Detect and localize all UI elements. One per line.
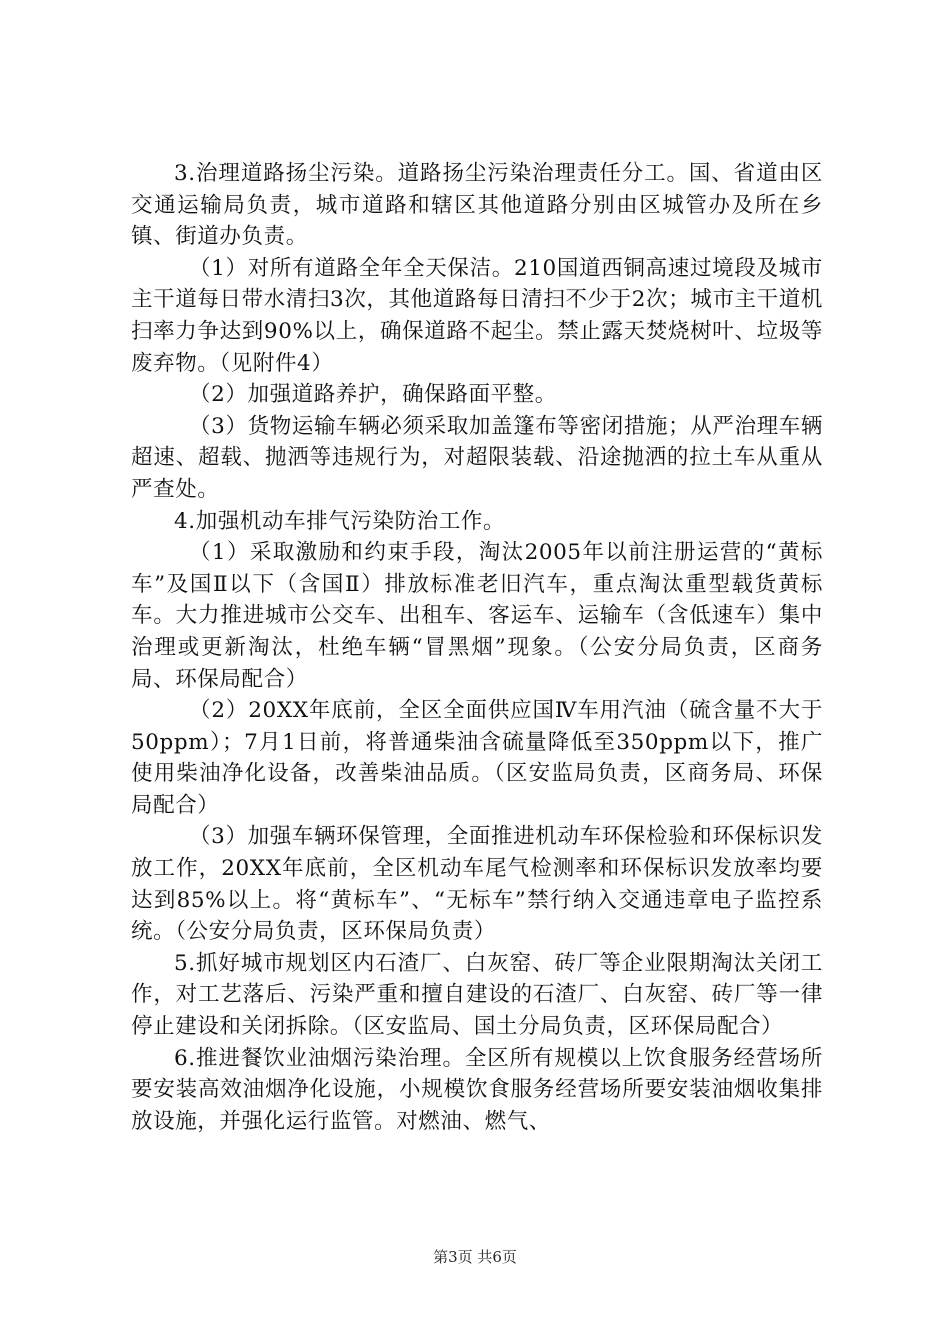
paragraph-4-1-yellow-label: （1）采取激励和约束手段，淘汰2005年以前注册运营的“黄标车”及国Ⅱ以下（含国Ⅱ）排放标准老旧汽车，重点淘汰重型载货黄标车。大力推进城市公交车、出租车、客运车、运输车（含低速车）集中治理或更新淘汰，杜绝车辆“冒黑烟”现象。（公安分局负责，区商务局、环保局配合） [131, 540, 823, 692]
document-body [131, 158, 823, 1137]
paragraph-3-road-dust: 3.治理道路扬尘污染。道路扬尘污染治理责任分工。国、省道由区交通运输局负责，城市道路和辖区其他道路分别由区城管办及所在乡镇、街道办负责。 [131, 161, 823, 250]
page-number: 第3页 共6页 [433, 1248, 517, 1266]
paragraph-4-2-fuel-quality: （2）20XX年底前，全区全面供应国Ⅳ车用汽油（硫含量不大于50ppm）；7月1日前，将普通柴油含硫量降低至350ppm以下，推广使用柴油净化设备，改善柴油品质。（区安监局负责，区商务局、环保局配合） [131, 698, 823, 818]
paragraph-4-vehicle-exhaust: 4.加强机动车排气污染防治工作。 [174, 508, 506, 534]
paragraph-3-2-maintenance: （2）加强道路养护，确保路面平整。 [189, 382, 557, 408]
paragraph-3-1-cleaning: （1）对所有道路全年全天保洁。210国道西铜高速过境段及城市主干道每日带水清扫3次，其他道路每日清扫不少于2次；城市主干道机扫率力争达到90%以上，确保道路不起尘。禁止露天焚烧树叶、垃圾等废弃物。（见附件4） [131, 255, 823, 376]
paragraph-6-catering-fumes: 6.推进餐饮业油烟污染治理。全区所有规模以上饮食服务经营场所要安装高效油烟净化设施，小规模饮食服务经营场所要安装油烟收集排放设施，并强化运行监管。对燃油、燃气、 [131, 1045, 823, 1134]
paragraph-4-3-environmental-labels: （3）加强车辆环保管理，全面推进机动车环保检验和环保标识发放工作，20XX年底前，全区机动车尾气检测率和环保标识发放率均要达到85%以上。将“黄标车”、“无标车”禁行纳入交通违章电子监控系统。（公安分局负责，区环保局负责） [131, 824, 823, 945]
paragraph-3-3-transport: （3）货物运输车辆必须采取加盖篷布等密闭措施；从严治理车辆超速、超载、抛洒等违规行为，对超限装载、沿途抛洒的拉土车从重从严查处。 [131, 413, 823, 502]
paragraph-5-factory-closure: 5.抓好城市规划区内石渣厂、白灰窑、砖厂等企业限期淘汰关闭工作，对工艺落后、污染严重和擅自建设的石渣厂、白灰窑、砖厂等一律停止建设和关闭拆除。（区安监局、国土分局负责，区环保局配合） [131, 950, 823, 1040]
